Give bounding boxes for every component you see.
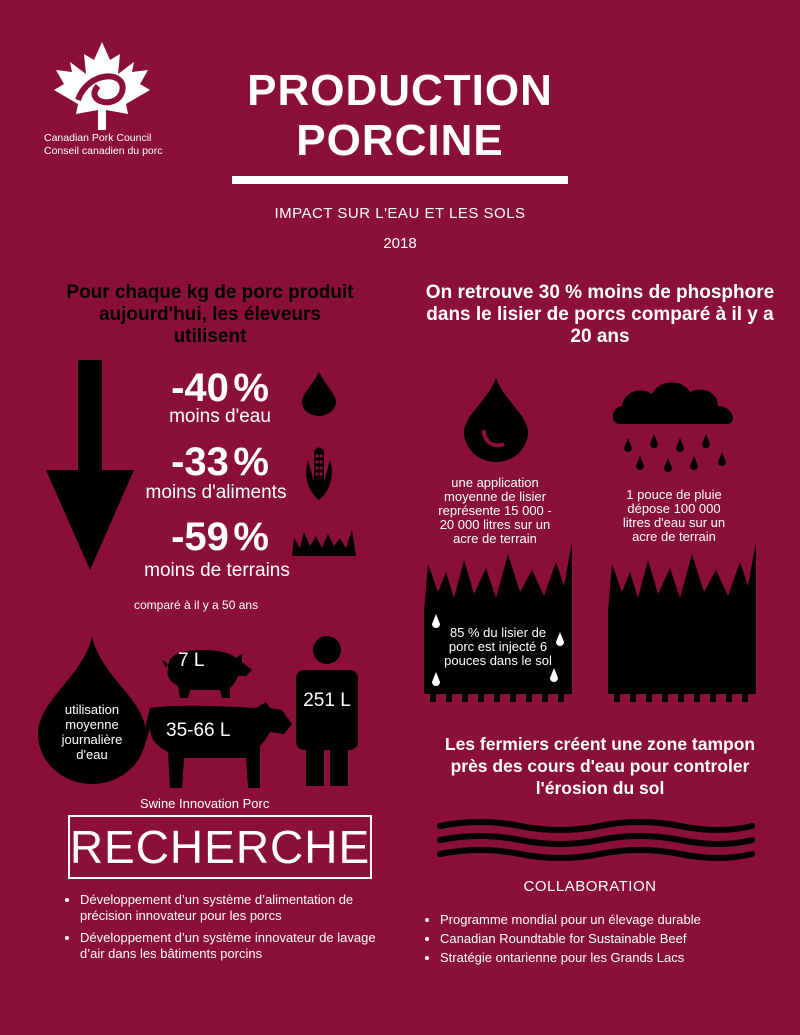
- soil-manure-block: [424, 542, 572, 702]
- stat-land-label: moins de terrains: [144, 560, 290, 581]
- stat-water-label: moins d'eau: [169, 406, 271, 427]
- person-water-value: 251 L: [303, 690, 351, 711]
- cow-icon: [144, 702, 292, 788]
- soil-rain-block: [608, 542, 756, 702]
- stat-water-value: -40: [171, 366, 229, 410]
- stat-land-unit: %: [233, 515, 269, 559]
- title-line-2: PORCINE: [296, 116, 504, 165]
- research-list: [62, 892, 380, 968]
- collaboration-title: COLLABORATION: [523, 878, 657, 895]
- collaboration-list: [422, 912, 790, 969]
- page-title: [200, 66, 600, 166]
- logo-org-fr: Conseil canadien du porc: [44, 145, 163, 157]
- research-title: RECHERCHE: [69, 821, 371, 873]
- grass-icon: [292, 528, 356, 556]
- pig-icon: [162, 646, 252, 698]
- page-year: 2018: [383, 235, 417, 252]
- stat-land: [140, 515, 300, 560]
- research-item: • Développement d’un système d’alimentation de précision innovateur pour les porcs: [80, 892, 380, 924]
- stat-water-unit: %: [233, 366, 269, 410]
- water-drop-icon: [302, 372, 336, 416]
- reduction-footnote: comparé à il y a 50 ans: [134, 598, 259, 612]
- stat-feed-unit: %: [233, 440, 269, 484]
- buffer-heading: Les fermiers créent une zone tampon près des cours d'eau pour controler l'érosion du sol: [444, 734, 756, 798]
- collaboration-item: • Programme mondial pour un élevage durable: [440, 912, 790, 928]
- page-subtitle: IMPACT SUR L'EAU ET LES SOLS: [274, 205, 526, 222]
- cow-water-value: 35-66 L: [166, 720, 231, 741]
- manure-note: une application moyenne de lisier représente 15 000 - 20 000 litres sur un acre de terrain: [438, 475, 552, 546]
- down-arrow-icon: [46, 360, 134, 570]
- title-line-1: PRODUCTION: [247, 66, 553, 115]
- water-waves-icon: [436, 818, 756, 864]
- stat-water: [140, 366, 300, 411]
- collaboration-item: • Stratégie ontarienne pour les Grands Lacs: [440, 950, 790, 966]
- pig-water-value: 7 L: [178, 650, 205, 671]
- maple-leaf-logo: [48, 40, 156, 132]
- stat-feed-label: moins d'aliments: [145, 482, 287, 503]
- reduction-heading: Pour chaque kg de porc produit aujourd'hui, les éleveurs utilisent: [66, 282, 354, 347]
- research-label: Swine Innovation Porc: [140, 796, 270, 811]
- logo-org-name: [44, 132, 163, 158]
- rain-cloud-icon: [610, 378, 742, 482]
- stat-feed-value: -33: [171, 440, 229, 484]
- rain-note: 1 pouce de pluie dépose 100 000 litres d'eau sur un acre de terrain: [622, 487, 726, 544]
- daily-water-label: utilisation moyenne journalière d'eau: [61, 702, 123, 762]
- phosphore-heading: On retrouve 30 % moins de phosphore dans le lisier de porcs comparé à il y a 20 ans: [425, 282, 775, 347]
- logo-org-en: Canadian Pork Council: [44, 132, 152, 144]
- stat-feed: [140, 440, 300, 485]
- collaboration-item: • Canadian Roundtable for Sustainable Beef: [440, 931, 790, 947]
- injection-note: 85 % du lisier de porc est injecté 6 pouces dans le sol: [444, 625, 552, 668]
- water-drop-outline-icon: [464, 378, 528, 462]
- research-item: • Développement d’un système innovateur de lavage d’air dans les bâtiments porcins: [80, 930, 380, 962]
- title-divider: [232, 176, 568, 184]
- stat-land-value: -59: [171, 515, 229, 559]
- corn-icon: [304, 442, 334, 500]
